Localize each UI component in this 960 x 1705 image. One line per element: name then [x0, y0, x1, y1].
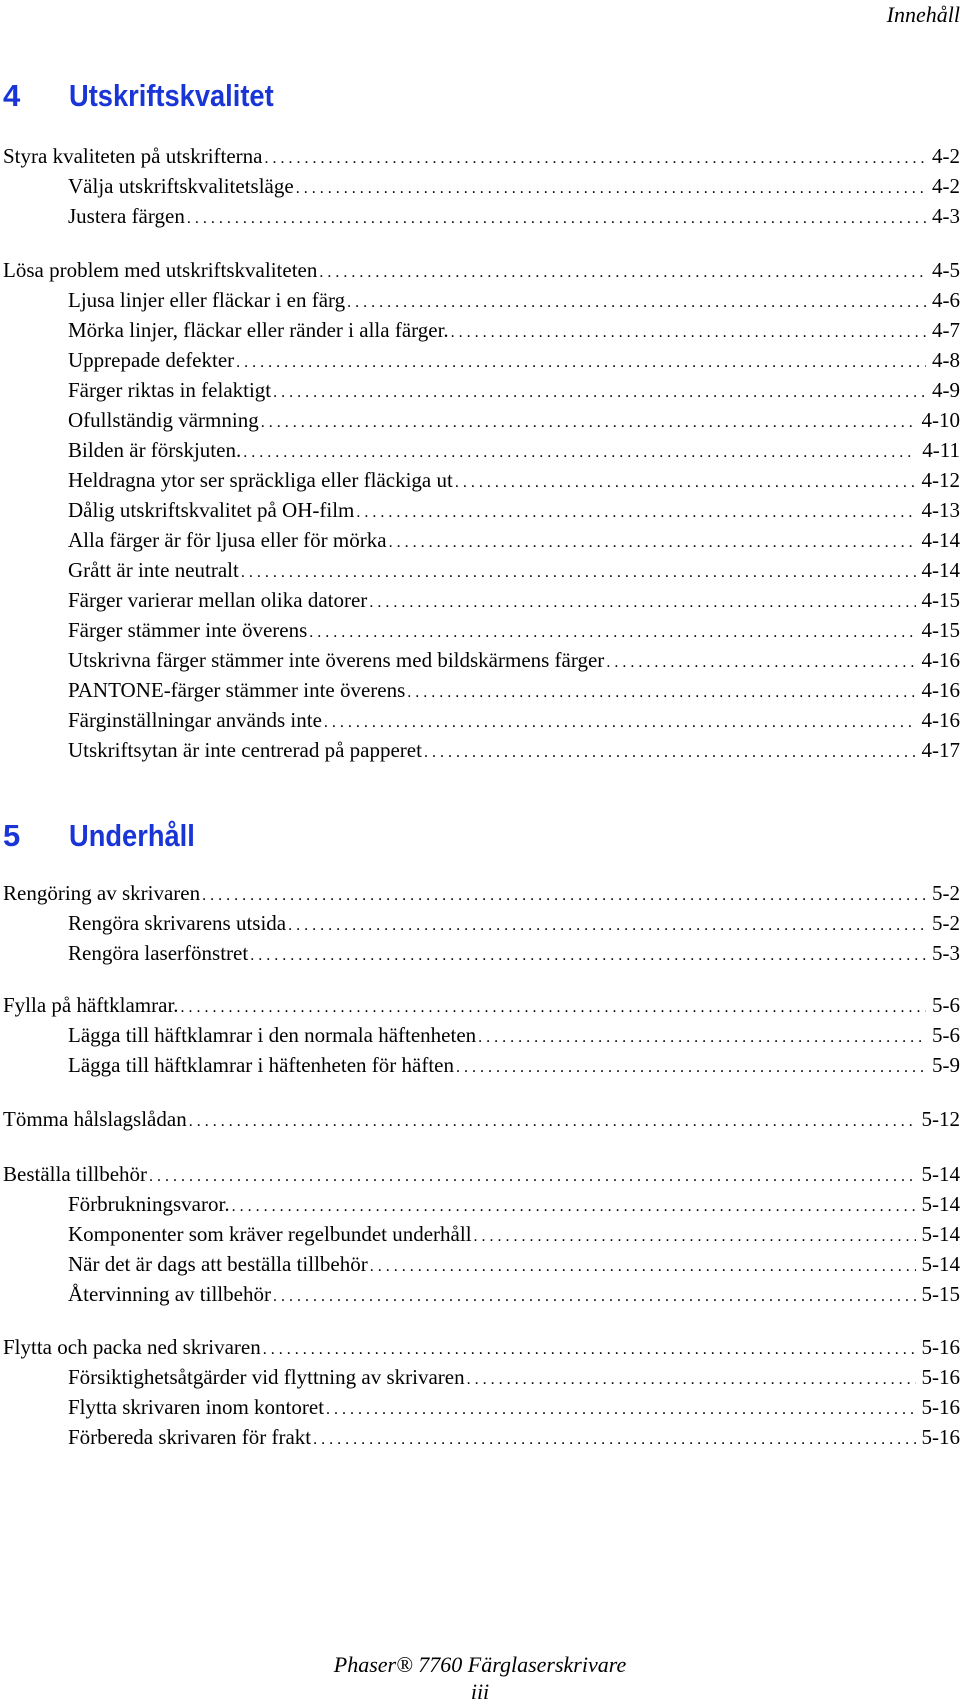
- toc-entry-title: Lägga till häftklamrar i den normala häftenheten: [68, 1020, 476, 1050]
- toc-entry-title: Flytta skrivaren inom kontoret: [68, 1392, 324, 1422]
- toc-section-entry[interactable]: [3, 878, 960, 908]
- dot-leader: [265, 144, 927, 174]
- toc-subsection-entry[interactable]: [68, 1249, 960, 1279]
- toc-entry-title: Utskrivna färger stämmer inte överens med bildskärmens färger: [68, 645, 604, 675]
- toc-page-number: 5-6: [932, 990, 960, 1020]
- toc-subsection-entry[interactable]: [68, 1189, 960, 1219]
- dot-leader: [456, 1053, 926, 1083]
- toc-entry-title: Grått är inte neutralt: [68, 555, 239, 585]
- toc-page-number: 5-6: [932, 1020, 960, 1050]
- toc-entry-title: Rengöra laserfönstret: [68, 938, 248, 968]
- toc-entry-title: Ofullständig värmning: [68, 405, 259, 435]
- toc-page-number: 4-17: [922, 735, 960, 765]
- toc-entry-title: Upprepade defekter: [68, 345, 234, 375]
- dot-leader: [370, 1252, 916, 1282]
- dot-leader: [407, 678, 915, 708]
- dot-leader: [606, 648, 915, 678]
- chapter-heading: [3, 818, 212, 854]
- toc-page-number: 4-16: [922, 705, 960, 735]
- toc-page-number: 4-15: [922, 615, 960, 645]
- toc-section-entry[interactable]: [3, 141, 960, 171]
- toc-page-number: 5-9: [932, 1050, 960, 1080]
- toc-subsection-entry[interactable]: [68, 908, 960, 938]
- toc-entry-title: Bilden är förskjuten.: [68, 435, 241, 465]
- dot-leader: [467, 1365, 916, 1395]
- toc-entry-title: Lösa problem med utskriftskvaliteten: [3, 255, 317, 285]
- toc-page-number: 4-7: [932, 315, 960, 345]
- dot-leader: [288, 911, 926, 941]
- toc-entry-title: Återvinning av tillbehör: [68, 1279, 271, 1309]
- toc-entry-title: Heldragna ytor ser spräckliga eller fläckiga ut: [68, 465, 453, 495]
- toc-subsection-entry[interactable]: [68, 345, 960, 375]
- dot-leader: [273, 1282, 916, 1312]
- dot-leader: [424, 738, 916, 768]
- toc-entry-title: Rengöra skrivarens utsida: [68, 908, 286, 938]
- toc-subsection-entry[interactable]: [68, 1219, 960, 1249]
- toc-subsection-entry[interactable]: [68, 201, 960, 231]
- toc-page-number: 5-14: [922, 1189, 960, 1219]
- toc-entry-title: Beställa tillbehör: [3, 1159, 147, 1189]
- toc-page-number: 4-15: [922, 585, 960, 615]
- toc-page-number: 4-13: [922, 495, 960, 525]
- toc-page-number: 4-5: [932, 255, 960, 285]
- toc-subsection-entry[interactable]: [68, 1050, 960, 1080]
- toc-page-number: 5-15: [922, 1279, 960, 1309]
- footer-product: Phaser® 7760 Färglaserskrivare: [0, 1652, 960, 1678]
- toc-entry-title: Färger varierar mellan olika datorer: [68, 585, 367, 615]
- toc-entry-title: Försiktighetsåtgärder vid flyttning av skrivaren: [68, 1362, 465, 1392]
- toc-subsection-entry[interactable]: [68, 171, 960, 201]
- toc-page-number: 4-10: [922, 405, 960, 435]
- dot-leader: [324, 708, 916, 738]
- toc-page-number: 4-14: [922, 525, 960, 555]
- chapter-heading: [3, 78, 302, 114]
- toc-entry-title: Rengöring av skrivaren: [3, 878, 200, 908]
- toc-page-number: 5-2: [932, 908, 960, 938]
- toc-entry-title: Förbereda skrivaren för frakt: [68, 1422, 311, 1452]
- toc-page-number: 5-16: [922, 1332, 960, 1362]
- toc-entry-title: Färger stämmer inte överens: [68, 615, 307, 645]
- toc-entry-title: Mörka linjer, fläckar eller ränder i alla färger.: [68, 315, 449, 345]
- dot-leader: [232, 1192, 916, 1222]
- toc-page-number: 4-9: [932, 375, 960, 405]
- toc-subsection-entry[interactable]: [68, 435, 960, 465]
- dot-leader: [189, 1107, 916, 1137]
- dot-leader: [478, 1023, 926, 1053]
- toc-page-number: 4-11: [922, 435, 960, 465]
- toc-page-number: 5-14: [922, 1219, 960, 1249]
- toc-entry-title: Välja utskriftskvalitetsläge: [68, 171, 294, 201]
- toc-subsection-entry[interactable]: [68, 465, 960, 495]
- toc-page-number: 4-6: [932, 285, 960, 315]
- toc-entry-title: Färger riktas in felaktigt: [68, 375, 271, 405]
- toc-subsection-entry[interactable]: [68, 1362, 960, 1392]
- toc-entry-title: Lägga till häftklamrar i häftenheten för häften: [68, 1050, 454, 1080]
- chapter-number: 4: [3, 78, 69, 114]
- toc-section-entry[interactable]: [3, 1159, 960, 1189]
- toc-section-entry[interactable]: [3, 255, 960, 285]
- toc-page-number: 5-16: [922, 1362, 960, 1392]
- toc-entry-title: PANTONE-färger stämmer inte överens: [68, 675, 405, 705]
- toc-subsection-entry[interactable]: [68, 315, 960, 345]
- dot-leader: [273, 378, 926, 408]
- chapter-title: Underhåll: [69, 818, 195, 854]
- toc-entry-title: Färginställningar används inte: [68, 705, 322, 735]
- toc-subsection-entry[interactable]: [68, 405, 960, 435]
- toc-page-number: 5-16: [922, 1422, 960, 1452]
- running-head: Innehåll: [887, 2, 960, 28]
- dot-leader: [313, 1425, 915, 1455]
- toc-page-number: 5-14: [922, 1159, 960, 1189]
- toc-entry-title: Alla färger är för ljusa eller för mörka: [68, 525, 387, 555]
- dot-leader: [319, 258, 926, 288]
- toc-subsection-entry[interactable]: [68, 375, 960, 405]
- toc-entry-title: Dålig utskriftskvalitet på OH-film: [68, 495, 354, 525]
- toc-subsection-entry[interactable]: [68, 675, 960, 705]
- dot-leader: [236, 348, 926, 378]
- toc-subsection-entry[interactable]: [68, 495, 960, 525]
- footer-page-number: iii: [0, 1679, 960, 1705]
- toc-subsection-entry[interactable]: [68, 735, 960, 765]
- dot-leader: [250, 941, 926, 971]
- toc-entry-title: Ljusa linjer eller fläckar i en färg: [68, 285, 345, 315]
- toc-subsection-entry[interactable]: [68, 1392, 960, 1422]
- dot-leader: [263, 1335, 916, 1365]
- dot-leader: [309, 618, 915, 648]
- toc-entry-title: Fylla på häftklamrar.: [3, 990, 179, 1020]
- toc-page-number: 4-12: [922, 465, 960, 495]
- toc-subsection-entry[interactable]: [68, 1279, 960, 1309]
- toc-page-number: 5-2: [932, 878, 960, 908]
- chapter-number: 5: [3, 818, 69, 854]
- dot-leader: [181, 993, 926, 1023]
- chapter-title: Utskriftskvalitet: [69, 78, 274, 114]
- dot-leader: [202, 881, 926, 911]
- toc-section-entry[interactable]: [3, 1104, 960, 1134]
- toc-page-number: 4-8: [932, 345, 960, 375]
- toc-entry-title: Flytta och packa ned skrivaren: [3, 1332, 261, 1362]
- toc-page-number: 4-16: [922, 645, 960, 675]
- toc-entry-title: Komponenter som kräver regelbundet underhåll: [68, 1219, 472, 1249]
- toc-subsection-entry[interactable]: [68, 555, 960, 585]
- toc-page-number: 4-14: [922, 555, 960, 585]
- toc-page-number: 4-2: [932, 141, 960, 171]
- toc-subsection-entry[interactable]: [68, 285, 960, 315]
- toc-entry-title: När det är dags att beställa tillbehör: [68, 1249, 368, 1279]
- dot-leader: [187, 204, 926, 234]
- toc-entry-title: Justera färgen: [68, 201, 185, 231]
- dot-leader: [455, 468, 916, 498]
- dot-leader: [296, 174, 926, 204]
- dot-leader: [347, 288, 926, 318]
- dot-leader: [356, 498, 915, 528]
- toc-subsection-entry[interactable]: [68, 1020, 960, 1050]
- toc-subsection-entry[interactable]: [68, 938, 960, 968]
- toc-subsection-entry[interactable]: [68, 705, 960, 735]
- toc-page-number: 5-3: [932, 938, 960, 968]
- dot-leader: [451, 318, 926, 348]
- toc-page-number: 5-16: [922, 1392, 960, 1422]
- dot-leader: [474, 1222, 916, 1252]
- toc-section-entry[interactable]: [3, 1332, 960, 1362]
- toc-entry-title: Styra kvaliteten på utskrifterna: [3, 141, 263, 171]
- toc-entry-title: Tömma hålslagslådan: [3, 1104, 187, 1134]
- toc-entry-title: Förbrukningsvaror.: [68, 1189, 230, 1219]
- toc-page-number: 5-14: [922, 1249, 960, 1279]
- toc-subsection-entry[interactable]: [68, 1422, 960, 1452]
- toc-subsection-entry[interactable]: [68, 615, 960, 645]
- dot-leader: [389, 528, 916, 558]
- dot-leader: [241, 558, 916, 588]
- dot-leader: [243, 438, 916, 468]
- toc-entry-title: Utskriftsytan är inte centrerad på papperet: [68, 735, 422, 765]
- toc-subsection-entry[interactable]: [68, 585, 960, 615]
- dot-leader: [326, 1395, 915, 1425]
- toc-page-number: 4-3: [932, 201, 960, 231]
- dot-leader: [149, 1162, 915, 1192]
- dot-leader: [261, 408, 916, 438]
- toc-page-number: 4-16: [922, 675, 960, 705]
- toc-page-number: 4-2: [932, 171, 960, 201]
- toc-section-entry[interactable]: [3, 990, 960, 1020]
- toc-subsection-entry[interactable]: [68, 525, 960, 555]
- toc-subsection-entry[interactable]: [68, 645, 960, 675]
- dot-leader: [369, 588, 915, 618]
- toc-page-number: 5-12: [922, 1104, 960, 1134]
